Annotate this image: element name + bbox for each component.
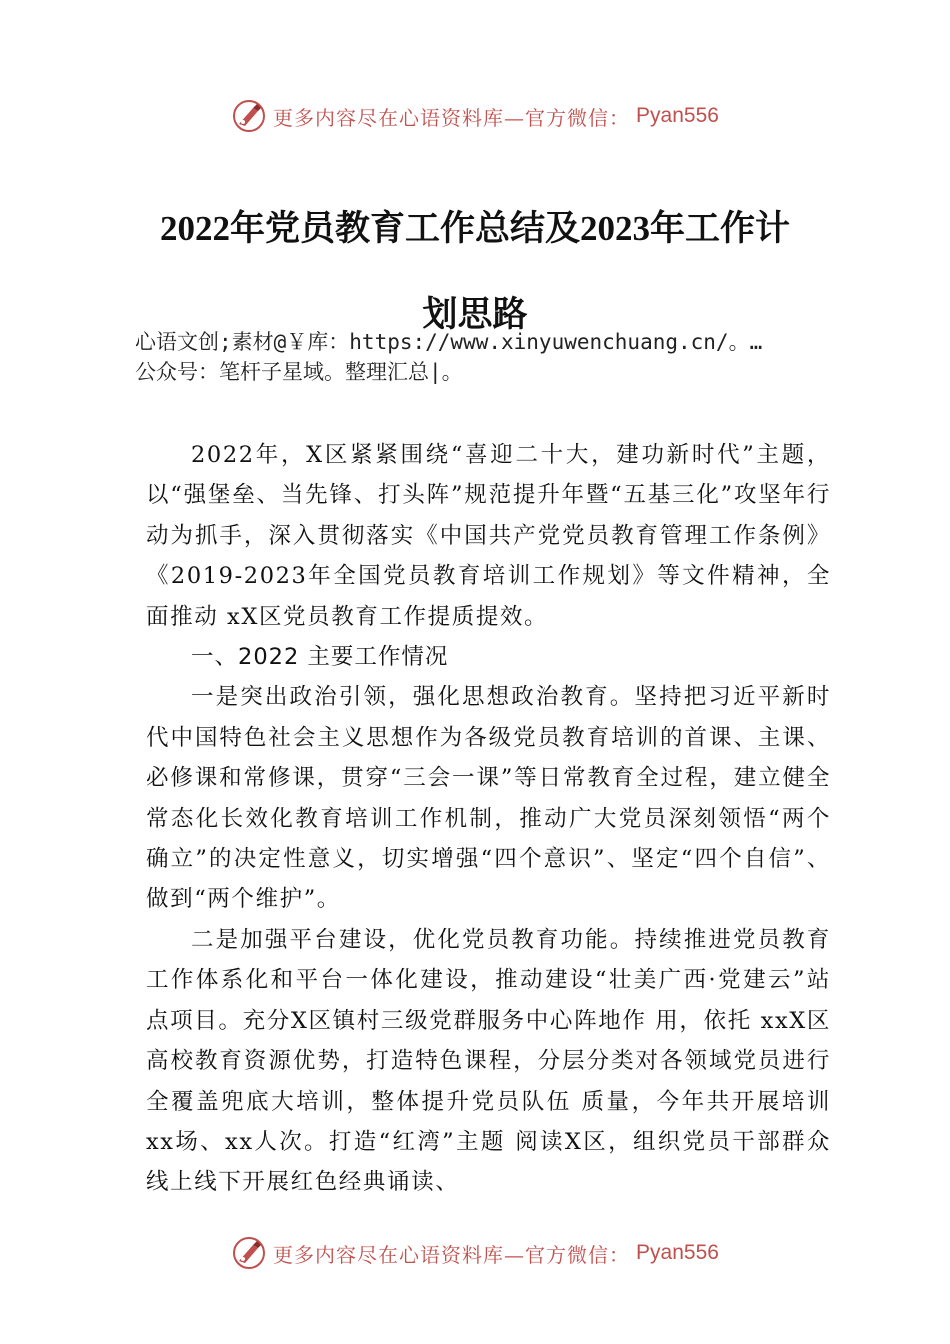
banner-text: 更多内容尽在心语资料库—官方微信： (273, 1242, 631, 1267)
header-banner (0, 96, 950, 136)
source-note-line-1: 心语文创;素材@￥库：https://www.xinyuwenchuang.cn/。… (135, 330, 763, 354)
body-paragraph: 一是突出政治引领，强化思想政治教育。坚持把习近平新时代中国特色社会主义思想作为各级党员教育培训的首课、主课、必修课和常修课，贯穿“三会一课”等日常教育全过程，建立健全常态化长效化教育培训工作机制，推动广大党员深刻领悟“两个确立”的决定性意义，切实增强“四个意识”、坚定“四个自信”、做到“两个维护”。 (146, 684, 831, 913)
title-line-2: 划思路 (422, 295, 528, 334)
source-note (135, 327, 835, 387)
section-heading: 一、2022 主要工作情况 (191, 644, 449, 671)
intro-paragraph: 2022年，X区紧紧围绕“喜迎二十大，建功新时代”主题，以“强堡垒、当先锋、打头阵”规范提升年暨“五基三化”攻坚年行动为抓手，深入贯彻落实《中国共产党党员教育管理工作条例》《2019-2023年全国党员教育培训工作规划》等文件精神，全面推动 xX区党员教育工作提质提效。 (146, 442, 831, 630)
banner-wechat-id: Pyan556 (636, 1241, 719, 1264)
title-line-1: 2022年党员教育工作总结及2023年工作计 (159, 209, 790, 248)
source-note-line-2: 公众号：笔杆子星域。整理汇总|。 (135, 360, 463, 384)
pen-nib-logo-icon (231, 98, 267, 134)
banner-text: 更多内容尽在心语资料库—官方微信： (273, 105, 631, 130)
body-paragraph: 二是加强平台建设，优化党员教育功能。持续推进党员教育工作体系化和平台一体化建设，推动建设“壮美广西·党建云”站点项目。充分X区镇村三级党群服务中心阵地作 用，依托 xxX区高校教育资源优势，打造特色课程，分层分类对各领域党员进行全覆盖兜底大培训，整体提升党员队伍 质量，今年共开展培训 xx场、xx人次。打造“红湾”主题 阅读X区，组织党员干部群众线上线下开展红色经典诵读、 (146, 926, 831, 1196)
banner-wechat-id: Pyan556 (636, 104, 719, 127)
pen-nib-logo-icon (231, 1235, 267, 1271)
document-body (146, 435, 831, 1203)
footer-banner (0, 1233, 950, 1273)
